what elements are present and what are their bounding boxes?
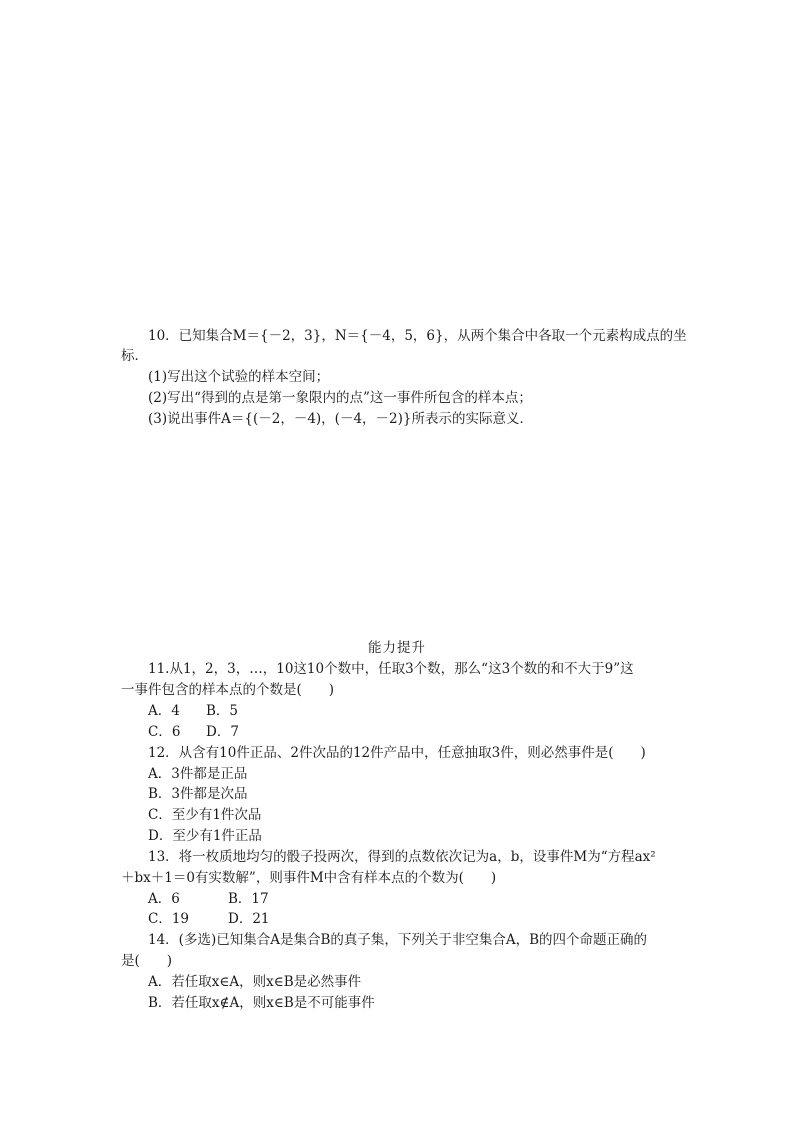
- q13-option-c: C．19: [148, 911, 190, 927]
- q14-option-b: B．若任取x∉A，则x∈B是不可能事件: [148, 995, 375, 1011]
- q11-option-c: C．6: [148, 724, 181, 740]
- q14-line1: 14．(多选)已知集合A是集合B的真子集，下列关于非空集合A，B的四个命题正确的: [148, 932, 648, 948]
- q13-option-a: A．6: [148, 891, 180, 907]
- q11-option-a: A．4: [148, 703, 180, 719]
- q11-options-ab: [148, 701, 238, 721]
- q13-option-b: B．17: [228, 891, 269, 907]
- q11-option-d: D．7: [206, 724, 239, 740]
- q11-line2: 一事件包含的样本点的个数是( ): [121, 682, 335, 698]
- q11-option-b: B．5: [206, 703, 239, 719]
- q12-option-a: A．3件都是正品: [148, 766, 248, 782]
- q10-line2: 标．: [121, 348, 148, 364]
- q12-line1: 12．从含有10件正品、2件次品的12件产品中，任意抽取3件，则必然事件是( ): [148, 745, 646, 761]
- q11-options-cd: [148, 722, 239, 742]
- q14-option-a: A．若任取x∈A，则x∈B是必然事件: [148, 974, 362, 990]
- q13-option-d: D．21: [228, 911, 270, 927]
- q10-line1: 10．已知集合M＝{－2，3}，N＝{－4，5，6}，从两个集合中各取一个元素构成点的坐: [148, 328, 687, 344]
- q10-sub1: (1)写出这个试验的样本空间；: [148, 369, 330, 385]
- q11-line1: 11.从1，2，3，…，10这10个数中，任取3个数，那么“这3个数的和不大于9”这: [148, 661, 634, 677]
- q13-options-cd: [148, 909, 270, 929]
- q10-sub2: (2)写出“得到的点是第一象限内的点”这一事件所包含的样本点；: [148, 390, 532, 406]
- section-title: 能力提升: [368, 640, 426, 656]
- q13-options-ab: [148, 889, 269, 909]
- q12-option-b: B．3件都是次品: [148, 786, 248, 802]
- q14-line2: 是( ): [121, 953, 173, 969]
- q12-option-d: D．至少有1件正品: [148, 828, 262, 844]
- q10-sub3: (3)说出事件A＝{(－2，－4)，(－4，－2)}所表示的实际意义．: [148, 411, 533, 427]
- q13-line1: 13．将一枚质地均匀的骰子投两次，得到的点数依次记为a，b，设事件M为“方程ax²: [148, 849, 656, 865]
- q12-option-c: C．至少有1件次品: [148, 807, 262, 823]
- q13-line2: ＋bx＋1＝0有实数解”，则事件M中含有样本点的个数为( ): [121, 870, 497, 886]
